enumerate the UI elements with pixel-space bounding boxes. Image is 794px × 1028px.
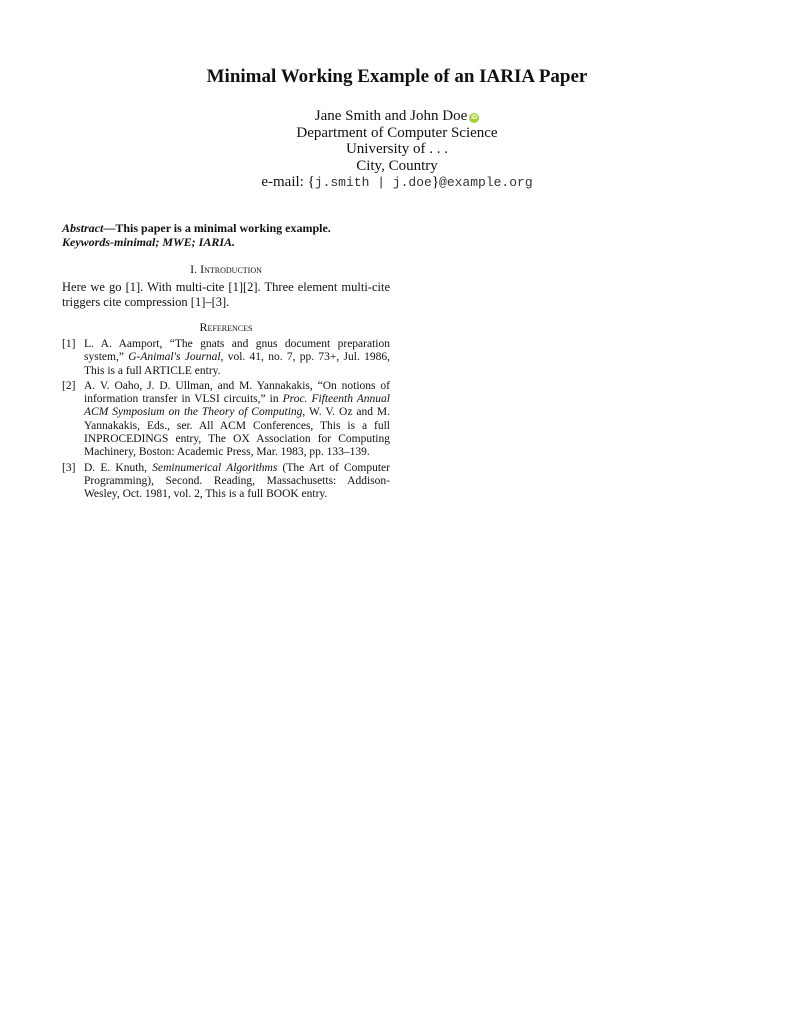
intro-paragraph: Here we go [1]. With multi-cite [1][2]. Three element multi-cite triggers cite compression [1]–[3].: [62, 280, 390, 309]
reference-number: [3]: [62, 461, 76, 474]
university: University of . . .: [345, 141, 449, 157]
abstract: [62, 222, 390, 249]
intro-heading: [62, 262, 390, 277]
keywords-label: Keywords: [62, 234, 110, 249]
email-users: j.smith | j.doe: [314, 175, 432, 190]
reference-text: L. A. Aamport, “The gnats and gnus document preparation system,” G-Animal's Journal, vol. 41, no. 7, pp. 73+, Jul. 1986, This is a full ARTICLE entry.: [84, 338, 390, 377]
location: City, Country: [356, 157, 438, 174]
reference-text: A. V. Oaho, J. D. Ullman, and M. Yannakakis, “On notions of information transfer in VLSI circuits,” in Proc. Fifteenth Annual ACM Symposium on the Theory of Computing, W. V. Oz and M. Yannakakis, Eds., ser. All ACM Conferences, This is a full INPROCEDINGS entry, The OX Association for Computing Machinery, Boston: Academic Press, Mar. 1983, pp. 133–139.: [84, 379, 390, 459]
abstract-text: —This paper is a minimal working example.: [103, 221, 331, 235]
orcid-icon[interactable]: iD: [471, 115, 478, 121]
reference-item: [62, 380, 390, 460]
author-block: [0, 108, 794, 192]
paper-title: Minimal Working Example of an IARIA Paper: [206, 66, 588, 87]
intro-number: I.: [190, 262, 198, 276]
email-prefix: e-mail:: [261, 174, 308, 190]
author-names: Jane Smith and John Doe: [314, 108, 468, 124]
reference-text: D. E. Knuth, Seminumerical Algorithms (The Art of Computer Programming), Second. Reading, Massachusetts: Addison-Wesley, Oct. 1981, vol. 2, This is a full BOOK entry.: [84, 461, 390, 501]
reference-number: [1]: [62, 338, 76, 350]
keywords-text: -minimal; MWE; IARIA.: [110, 234, 236, 249]
abstract-label: Abstract: [62, 221, 104, 235]
department: Department of Computer Science: [296, 124, 498, 141]
reference-item: [62, 462, 390, 502]
references-heading: References: [199, 320, 253, 334]
email-line: e-mail: {j.smith | j.doe}@example.org: [261, 174, 533, 190]
reference-number: [2]: [62, 379, 76, 392]
reference-list: [62, 338, 390, 504]
reference-item: [62, 338, 390, 378]
email-domain: @example.org: [439, 175, 533, 190]
intro-heading-text: Introduction: [200, 262, 262, 276]
